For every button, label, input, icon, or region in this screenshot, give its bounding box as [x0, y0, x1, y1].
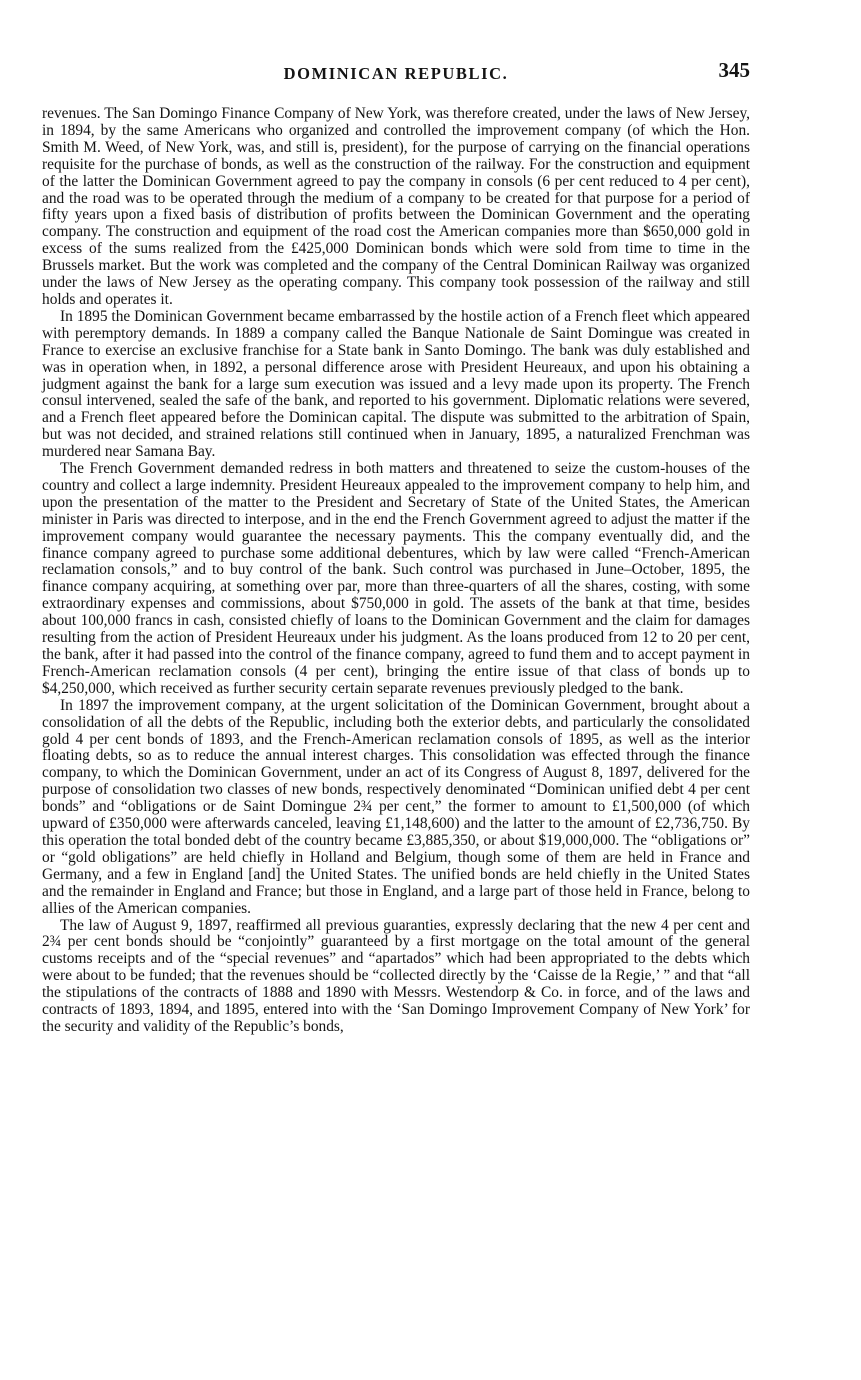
page-header — [42, 58, 750, 88]
page-number: 345 — [718, 58, 750, 82]
running-title: DOMINICAN REPUBLIC. — [283, 64, 509, 83]
paragraph-3: The French Government demanded redress in both matters and threatened to seize the custom-houses of the country and collect a large indemnity. President Heureaux appealed to the improvement company to help him, and upon the presentation of the matter to the President and Secretary of State of the United States, the American minister in Paris was directed to interpose, and in the end the French Government agreed to adjust the matter if the improvement company would guarantee the necessary payments. This the company eventually did, and the finance company agreed to purchase some additional debentures, which by law were called “French-American reclamation consols,” and to buy control of the bank. Such control was purchased in June–October, 1895, the finance company acquiring, at something over par, more than three-quarters of all the shares, costing, with some extraordinary expenses and commissions, about $750,000 in gold. The assets of the bank at that time, besides about 100,000 francs in cash, consisted chiefly of loans to the Dominican Government and the claim for damages resulting from the action of President Heureaux under his judgment. As the loans produced from 12 to 20 per cent, the bank, after it had passed into the control of the finance company, agreed to fund them and to accept payment in French-American reclamation consols (4 per cent), bringing the entire issue of that class of bonds up to $4,250,000, which received as further security certain separate revenues previously pledged to the bank. — [42, 460, 750, 697]
body-text — [42, 106, 750, 1036]
paragraph-5: The law of August 9, 1897, reaffirmed all previous guaranties, expressly declaring that the new 4 per cent and 2¾ per cent bonds should be “conjointly” guaranteed by a first mortgage on the total amount of the general customs receipts and of the “special revenues” and “apartados” which had been appropriated to the debts which were about to be funded; that the revenues should be “collected directly by the ‘Caisse de la Regie,’ ” and that “all the stipulations of the contracts of 1888 and 1890 with Messrs. Westendorp & Co. in force, and of the laws and contracts of 1893, 1894, and 1895, entered into with the ‘San Domingo Improvement Company of New York’ for the security and validity of the Republic’s bonds, — [42, 916, 750, 1035]
book-page — [42, 58, 750, 1036]
paragraph-2: In 1895 the Dominican Government became embarrassed by the hostile action of a French fleet which appeared with peremptory demands. In 1889 a company called the Banque Nationale de Saint Domingue was created in France to exercise an exclusive franchise for a State bank in Santo Domingo. The bank was duly established and was in operation when, in 1892, a personal difference arose with President Heureaux, and upon his obtaining a judgment against the bank for a large sum execution was issued and a levy made upon its property. The French consul intervened, sealed the safe of the bank, and reported to his government. Diplomatic relations were severed, and a French fleet appeared before the Dominican capital. The dispute was submitted to the arbitration of Spain, but was not decided, and strained relations still continued when in January, 1895, a naturalized Frenchman was murdered near Samana Bay. — [42, 307, 750, 461]
paragraph-4: In 1897 the improvement company, at the urgent solicitation of the Dominican Government, brought about a consolidation of all the debts of the Republic, including both the exterior debts, and particularly the consolidated gold 4 per cent bonds of 1893, and the French-American reclamation consols of 1895, as well as the interior floating debts, so as to reduce the annual interest charges. This consolidation was effected through the finance company, to which the Dominican Government, under an act of its Congress of August 8, 1897, delivered for the purpose of consolidation two classes of new bonds, respectively denominated “Dominican unified debt 4 per cent bonds” and “obligations or de Saint Domingue 2¾ per cent,” the former to amount to £1,500,000 (of which upward of £350,000 were afterwards canceled, leaving £1,148,600) and the latter to the amount of £2,736,750. By this operation the total bonded debt of the country became £3,885,350, or about $19,000,000. The “obligations or” or “gold obligations” are held chiefly in Holland and Belgium, though some of them are held in France and Germany, and a few in England [and] the United States. The unified bonds are held chiefly in the United States and the remainder in England and France; but those in England, and a large part of those held in France, belong to allies of the American companies. — [42, 696, 750, 917]
paragraph-1: revenues. The San Domingo Finance Company of New York, was therefore created, under the laws of New Jersey, in 1894, by the same Americans who organized and controlled the improvement company (of which the Hon. Smith M. Weed, of New York, was, and still is, president), for the purpose of carrying on the financial operations requisite for the purchase of bonds, as well as the construction of the railway. For the construction and equipment of the latter the Dominican Government agreed to pay the company in consols (6 per cent reduced to 4 per cent), and the road was to be operated through the medium of a company to be created for that purpose for a period of fifty years upon a fixed basis of distribution of profits between the Dominican Government and the operating company. The construction and equipment of the road cost the American companies more than $650,000 gold in excess of the sums realized from the £425,000 Dominican bonds which were sold from time to time in the Brussels market. But the work was completed and the company of the Central Dominican Railway was organized under the laws of New Jersey as the operating company. This company took possession of the railway and still holds and operates it. — [42, 105, 750, 308]
